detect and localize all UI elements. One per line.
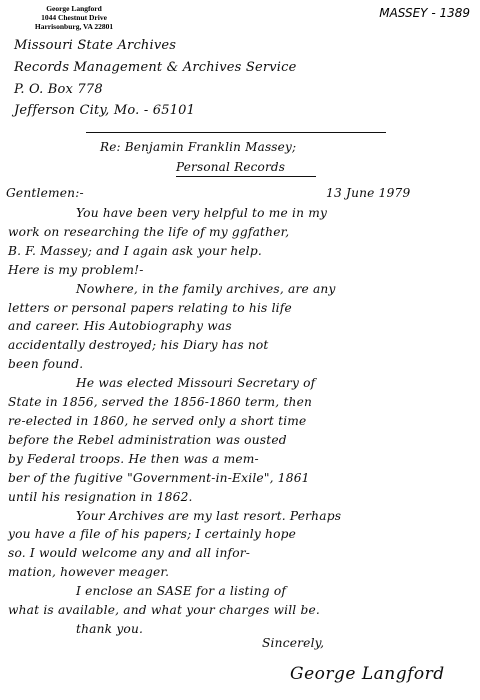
body-line: B. F. Massey; and I again ask your help. — [8, 243, 262, 258]
addressee-line: Jefferson City, Mo. - 65101 — [14, 103, 196, 118]
body-line: You have been very helpful to me in my — [76, 206, 328, 220]
body-line: I enclose an SASE for a listing of — [76, 584, 287, 599]
body-line: and career. His Autobiography was — [8, 319, 232, 334]
addressee-line: Missouri State Archives — [14, 38, 177, 53]
body-line: Your Archives are my last resort. Perhaps — [76, 508, 342, 523]
body-line: work on researching the life of my ggfather, — [8, 224, 290, 239]
body-line: ber of the fugitive "Government-in-Exile", 1861 — [8, 470, 310, 485]
subject-underline — [176, 176, 316, 177]
addressee-line: P. O. Box 778 — [14, 82, 103, 97]
signature: George Langford — [290, 664, 445, 684]
subject-rule-top — [86, 132, 386, 133]
body-line: by Federal troops. He then was a mem- — [8, 451, 259, 466]
body-line: what is available, and what your charges will be. — [8, 603, 320, 618]
letterhead-street: 1044 Chestnut Drive — [41, 13, 107, 22]
body-line: Here is my problem!- — [8, 262, 144, 277]
letterhead — [4, 4, 144, 31]
body-line: been found. — [8, 357, 84, 372]
body-line: re-elected in 1860, he served only a short time — [8, 414, 307, 428]
subject-line-1: Re: Benjamin Franklin Massey; — [100, 140, 297, 154]
body-line: accidentally destroyed; his Diary has not — [8, 338, 269, 353]
body-line: you have a file of his papers; I certainly hope — [8, 527, 297, 542]
salutation: Gentlemen:- — [6, 186, 84, 200]
addressee-line: Records Management & Archives Service — [14, 60, 297, 75]
body-line: so. I would welcome any and all infor- — [8, 546, 251, 561]
letterhead-name: George Langford — [46, 4, 102, 13]
body-line: until his resignation in 1862. — [8, 489, 193, 504]
subject-line-2: Personal Records — [176, 160, 286, 174]
body-line: thank you. — [76, 622, 144, 636]
body-line: State in 1856, served the 1856-1860 term, then — [8, 395, 313, 410]
reference-number: MASSEY - 1389 — [379, 6, 470, 20]
body-line: before the Rebel administration was ousted — [8, 432, 287, 447]
closing: Sincerely, — [262, 636, 325, 650]
body-line: letters or personal papers relating to his life — [8, 300, 292, 315]
body-line: mation, however meager. — [8, 565, 170, 580]
letter-date: 13 June 1979 — [326, 186, 411, 200]
letterhead-city: Harrisonburg, VA 22801 — [34, 22, 114, 31]
body-line: Nowhere, in the family archives, are any — [76, 281, 336, 296]
body-line: He was elected Missouri Secretary of — [76, 376, 316, 391]
